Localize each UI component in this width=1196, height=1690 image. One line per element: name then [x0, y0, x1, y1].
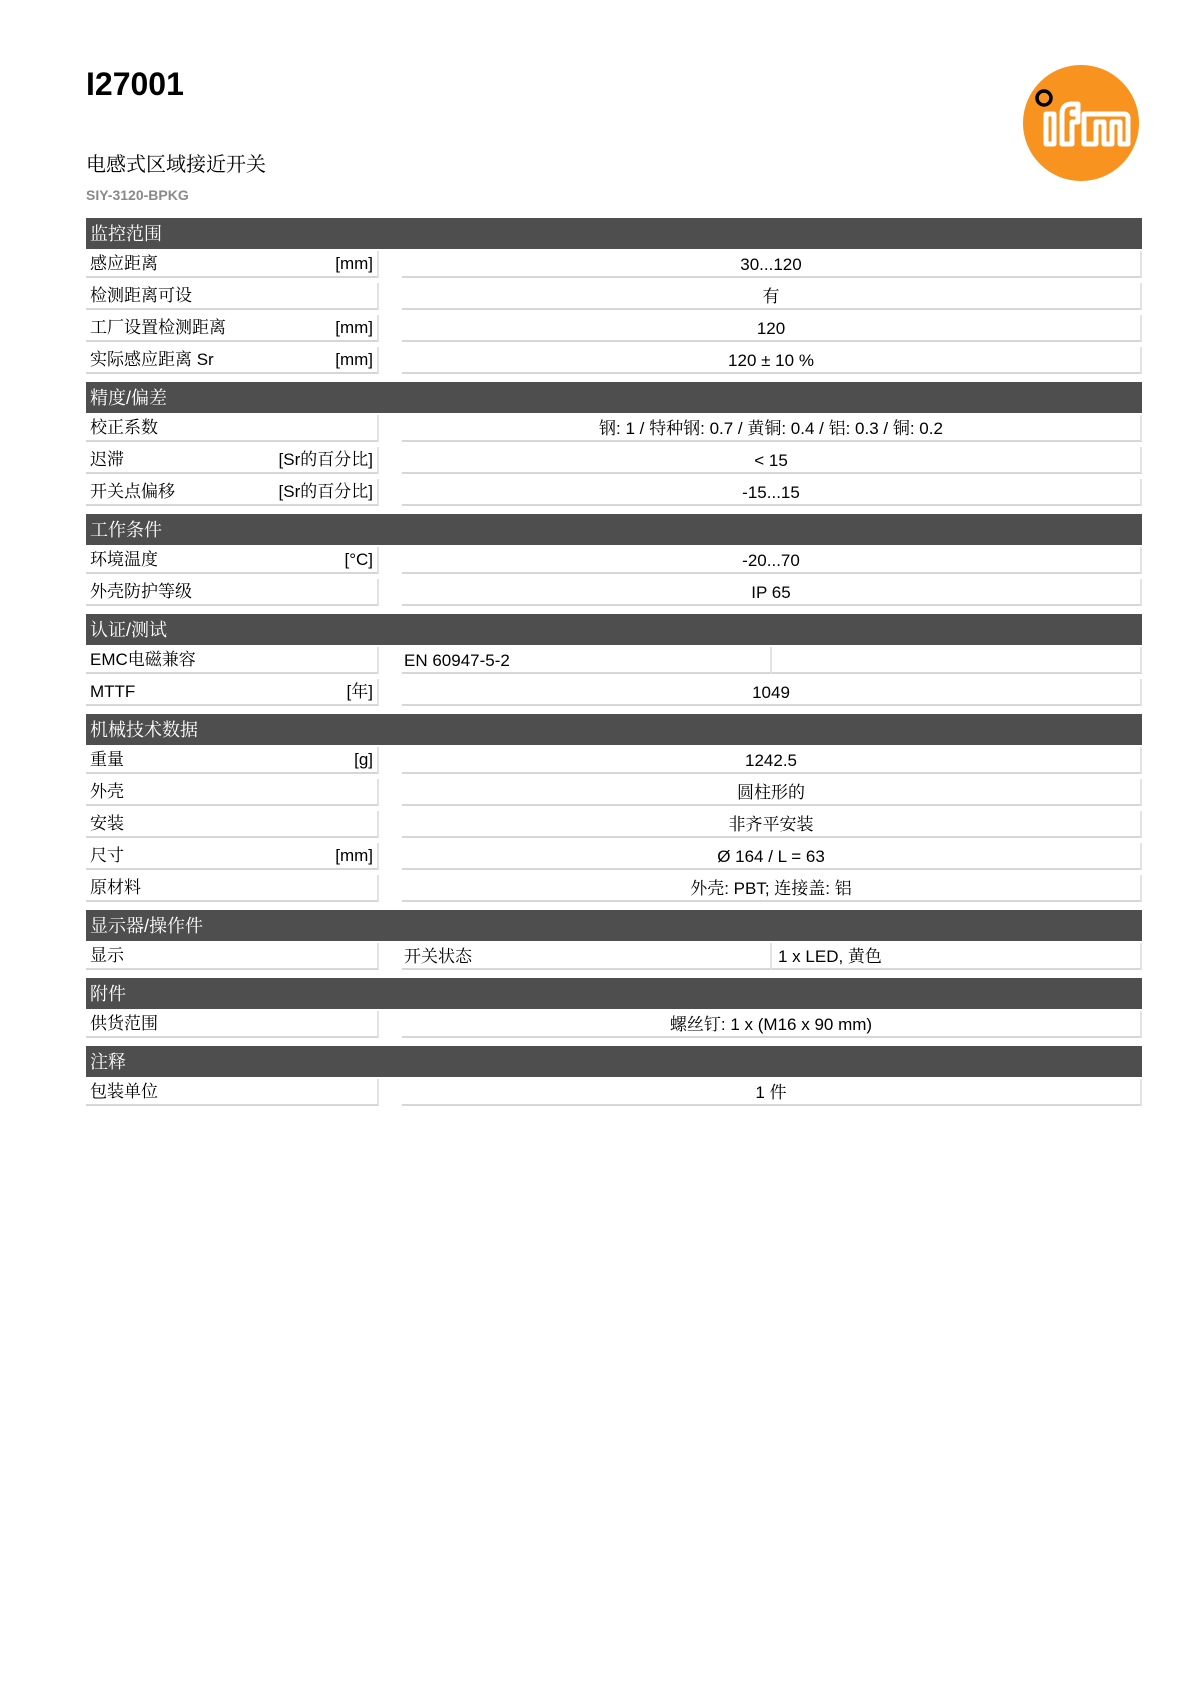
table-row [86, 477, 1142, 509]
row-unit: [mm] [335, 254, 373, 273]
row-label: 开关点偏移 [Sr的百分比] [86, 479, 379, 506]
row-label: 迟滞 [Sr的百分比] [86, 447, 379, 474]
row-label: 环境温度 [°C] [86, 547, 379, 574]
row-value: 钢: 1 / 特种钢: 0.7 / 黄铜: 0.4 / 铝: 0.3 / 铜: 0.2 [402, 415, 1142, 442]
section-header: 认证/测试 [86, 614, 1142, 645]
table-row [86, 345, 1142, 377]
row-label: 安装 [86, 811, 379, 838]
table-row [86, 545, 1142, 577]
table-row [86, 677, 1142, 709]
row-label: 外壳 [86, 779, 379, 806]
row-unit: [mm] [335, 350, 373, 369]
row-unit: [mm] [335, 846, 373, 865]
row-value: -20...70 [402, 547, 1142, 574]
row-label: 显示 [86, 943, 379, 970]
table-row [86, 281, 1142, 313]
row-label: 外壳防护等级 [86, 579, 379, 606]
row-unit: [Sr的百分比] [278, 482, 373, 501]
row-unit: [g] [354, 750, 373, 769]
row-value: 1242.5 [402, 747, 1142, 774]
section-header: 注释 [86, 1046, 1142, 1077]
row-value: Ø 164 / L = 63 [402, 843, 1142, 870]
row-label: MTTF [年] [86, 679, 379, 706]
row-value: 非齐平安装 [402, 811, 1142, 838]
row-unit: [mm] [335, 318, 373, 337]
row-label: 感应距离 [mm] [86, 251, 379, 278]
row-label: 尺寸 [mm] [86, 843, 379, 870]
table-row [86, 445, 1142, 477]
product-code: SIY-3120-BPKG [86, 187, 189, 203]
product-id: I27001 [86, 66, 184, 102]
row-label: 包装单位 [86, 1079, 379, 1106]
row-value: 120 [402, 315, 1142, 342]
spec-table [86, 218, 1142, 1109]
table-row [86, 249, 1142, 281]
row-value-left: EN 60947-5-2 [402, 647, 772, 674]
table-row [86, 777, 1142, 809]
table-row [86, 577, 1142, 609]
row-value: 圆柱形的 [402, 779, 1142, 806]
row-value: IP 65 [402, 579, 1142, 606]
table-row [86, 645, 1142, 677]
row-label: EMC电磁兼容 [86, 647, 379, 674]
row-value-right [772, 647, 1142, 674]
row-label: 实际感应距离 Sr [mm] [86, 347, 379, 374]
table-row [86, 745, 1142, 777]
table-row [86, 1077, 1142, 1109]
table-row [86, 1009, 1142, 1041]
document-header [86, 62, 266, 204]
row-unit: [°C] [344, 550, 373, 569]
row-label: 原材料 [86, 875, 379, 902]
section-header: 工作条件 [86, 514, 1142, 545]
row-value: 有 [402, 283, 1142, 310]
table-row [86, 809, 1142, 841]
row-value: 120 ± 10 % [402, 347, 1142, 374]
row-unit: [Sr的百分比] [278, 450, 373, 469]
row-value: 1049 [402, 679, 1142, 706]
row-unit: [年] [346, 682, 373, 701]
row-label: 重量 [g] [86, 747, 379, 774]
row-value: 30...120 [402, 251, 1142, 278]
table-row [86, 413, 1142, 445]
product-name: 电感式区域接近开关 [86, 154, 266, 176]
row-value: 螺丝钉: 1 x (M16 x 90 mm) [402, 1011, 1142, 1038]
section-header: 监控范围 [86, 218, 1142, 249]
row-value: 1 件 [402, 1079, 1142, 1106]
row-label: 校正系数 [86, 415, 379, 442]
table-row [86, 873, 1142, 905]
row-value: 外壳: PBT; 连接盖: 铝 [402, 875, 1142, 902]
section-header: 附件 [86, 978, 1142, 1009]
row-value: -15...15 [402, 479, 1142, 506]
row-label: 工厂设置检测距离 [mm] [86, 315, 379, 342]
ifm-logo [1022, 64, 1140, 182]
section-header: 显示器/操作件 [86, 910, 1142, 941]
row-value-right: 1 x LED, 黄色 [772, 943, 1142, 970]
section-header: 机械技术数据 [86, 714, 1142, 745]
table-row [86, 941, 1142, 973]
row-value-left: 开关状态 [402, 943, 772, 970]
table-row [86, 313, 1142, 345]
row-label: 检测距离可设 [86, 283, 379, 310]
row-value: < 15 [402, 447, 1142, 474]
section-header: 精度/偏差 [86, 382, 1142, 413]
row-label: 供货范围 [86, 1011, 379, 1038]
table-row [86, 841, 1142, 873]
